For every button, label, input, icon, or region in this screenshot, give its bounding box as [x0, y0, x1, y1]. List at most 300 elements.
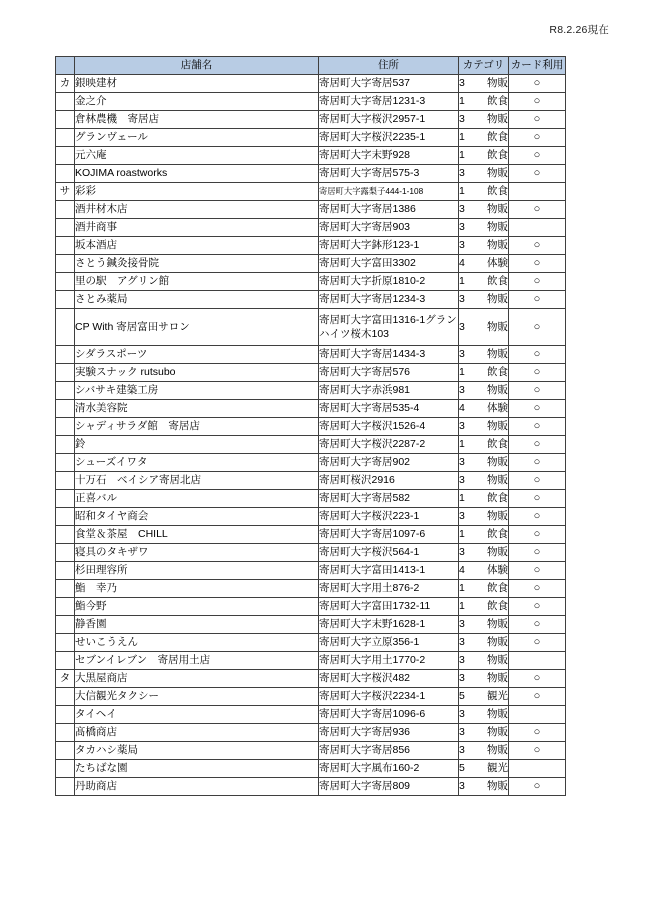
category-label: 物販 — [487, 384, 508, 397]
group-kana-cell — [56, 454, 75, 472]
table-row — [56, 562, 566, 580]
table-row — [56, 111, 566, 129]
address-cell: 寄居町大字富田3302 — [319, 255, 459, 273]
category-label: 体験 — [487, 257, 508, 270]
category-cell — [459, 201, 509, 219]
category-number: 1 — [459, 600, 465, 613]
address-cell: 寄居町大字桜沢2957-1 — [319, 111, 459, 129]
category-number: 3 — [459, 420, 465, 433]
category-number: 3 — [459, 474, 465, 487]
address-cell: 寄居町大字桜沢2235-1 — [319, 129, 459, 147]
shop-name-cell: 杉田理容所 — [75, 562, 319, 580]
shop-name-cell: タイヘイ — [75, 706, 319, 724]
category-cell — [459, 273, 509, 291]
card-use-cell: ○ — [509, 580, 566, 598]
shop-name-cell: 正喜バル — [75, 490, 319, 508]
address-cell: 寄居町大字寄居936 — [319, 724, 459, 742]
category-label: 物販 — [487, 672, 508, 685]
card-use-cell: ○ — [509, 778, 566, 796]
category-label: 体験 — [487, 402, 508, 415]
card-use-cell: ○ — [509, 309, 566, 346]
table-body — [56, 75, 566, 796]
category-number: 3 — [459, 203, 465, 216]
table-row — [56, 652, 566, 670]
table-row — [56, 454, 566, 472]
address-cell: 寄居町大字寄居903 — [319, 219, 459, 237]
card-use-cell: ○ — [509, 400, 566, 418]
table-row — [56, 183, 566, 201]
card-use-cell: ○ — [509, 472, 566, 490]
shop-name-cell: 酒井材木店 — [75, 201, 319, 219]
group-kana-cell — [56, 508, 75, 526]
address-cell: 寄居町大字寄居535-4 — [319, 400, 459, 418]
group-kana-cell — [56, 490, 75, 508]
category-cell — [459, 111, 509, 129]
category-cell — [459, 75, 509, 93]
address-cell: 寄居町大字寄居537 — [319, 75, 459, 93]
group-kana-cell — [56, 93, 75, 111]
category-number: 1 — [459, 131, 465, 144]
category-number: 1 — [459, 95, 465, 108]
address-cell: 寄居町大字鉢形123-1 — [319, 237, 459, 255]
group-kana-cell — [56, 526, 75, 544]
category-cell — [459, 346, 509, 364]
table-row — [56, 472, 566, 490]
category-number: 3 — [459, 456, 465, 469]
shop-name-cell: 酒井商事 — [75, 219, 319, 237]
category-cell — [459, 688, 509, 706]
group-kana-cell — [56, 616, 75, 634]
category-cell — [459, 382, 509, 400]
group-kana-cell — [56, 219, 75, 237]
shop-name-cell: シャディサラダ館 寄居店 — [75, 418, 319, 436]
shop-name-cell: セブンイレブン 寄居用土店 — [75, 652, 319, 670]
category-number: 4 — [459, 257, 465, 270]
category-cell — [459, 580, 509, 598]
group-kana-cell — [56, 652, 75, 670]
group-kana-cell — [56, 346, 75, 364]
category-label: 飲食 — [487, 131, 508, 144]
card-use-cell: ○ — [509, 165, 566, 183]
category-label: 飲食 — [487, 275, 508, 288]
address-cell: 寄居町大字折原1810-2 — [319, 273, 459, 291]
shop-name-cell: 里の駅 アグリン館 — [75, 273, 319, 291]
address-cell: 寄居町大字桜沢482 — [319, 670, 459, 688]
shop-name-cell: 倉林農機 寄居店 — [75, 111, 319, 129]
shop-name-cell: KOJIMA roastworks — [75, 165, 319, 183]
category-label: 物販 — [487, 420, 508, 433]
group-kana-cell — [56, 382, 75, 400]
category-label: 物販 — [487, 348, 508, 361]
category-label: 観光 — [487, 762, 508, 775]
category-label: 物販 — [487, 113, 508, 126]
category-cell — [459, 129, 509, 147]
shop-name-cell: たちばな園 — [75, 760, 319, 778]
table-row — [56, 93, 566, 111]
category-number: 3 — [459, 618, 465, 631]
shop-name-cell: さとう鍼灸接骨院 — [75, 255, 319, 273]
table-row — [56, 616, 566, 634]
category-number: 3 — [459, 348, 465, 361]
shop-name-cell: 彩彩 — [75, 183, 319, 201]
category-number: 3 — [459, 384, 465, 397]
category-label: 物販 — [487, 203, 508, 216]
card-use-cell: ○ — [509, 454, 566, 472]
group-kana-cell — [56, 111, 75, 129]
category-number: 3 — [459, 510, 465, 523]
card-use-cell: ○ — [509, 616, 566, 634]
shop-name-cell: 坂本酒店 — [75, 237, 319, 255]
table-row — [56, 201, 566, 219]
table-row — [56, 508, 566, 526]
address-cell: 寄居町大字風布160-2 — [319, 760, 459, 778]
category-cell — [459, 652, 509, 670]
table-row — [56, 165, 566, 183]
card-use-cell: ○ — [509, 526, 566, 544]
table-row — [56, 742, 566, 760]
table-row — [56, 724, 566, 742]
category-cell — [459, 454, 509, 472]
category-label: 物販 — [487, 618, 508, 631]
table-row — [56, 760, 566, 778]
category-number: 1 — [459, 275, 465, 288]
group-kana-cell — [56, 724, 75, 742]
category-cell — [459, 742, 509, 760]
address-cell: 寄居町大字寄居902 — [319, 454, 459, 472]
address-cell: 寄居町桜沢2916 — [319, 472, 459, 490]
address-cell: 寄居町大字寄居575-3 — [319, 165, 459, 183]
category-label: 物販 — [487, 708, 508, 721]
category-cell — [459, 309, 509, 346]
category-cell — [459, 508, 509, 526]
category-number: 3 — [459, 221, 465, 234]
category-label: 飲食 — [487, 185, 508, 198]
group-kana-cell — [56, 706, 75, 724]
shop-name-cell: シューズイワタ — [75, 454, 319, 472]
category-cell — [459, 219, 509, 237]
group-kana-cell — [56, 129, 75, 147]
table-row — [56, 526, 566, 544]
card-use-cell: ○ — [509, 237, 566, 255]
group-kana-cell — [56, 778, 75, 796]
card-use-cell: ○ — [509, 562, 566, 580]
table-row — [56, 544, 566, 562]
address-cell: 寄居町大字桜沢223-1 — [319, 508, 459, 526]
card-use-cell: ○ — [509, 147, 566, 165]
address-cell: 寄居町大字桜沢2287-2 — [319, 436, 459, 454]
category-cell — [459, 147, 509, 165]
card-use-cell: ○ — [509, 634, 566, 652]
card-use-cell: ○ — [509, 418, 566, 436]
category-cell — [459, 165, 509, 183]
address-cell: 寄居町大字寄居1231-3 — [319, 93, 459, 111]
header-row — [56, 57, 566, 75]
shop-name-cell: 昭和タイヤ商会 — [75, 508, 319, 526]
category-number: 3 — [459, 167, 465, 180]
address-cell: 寄居町大字末野1628-1 — [319, 616, 459, 634]
shop-name-cell: 元六庵 — [75, 147, 319, 165]
group-kana-cell: カ — [56, 75, 75, 93]
group-kana-cell — [56, 147, 75, 165]
category-cell — [459, 598, 509, 616]
category-cell — [459, 255, 509, 273]
category-cell — [459, 544, 509, 562]
group-kana-cell — [56, 309, 75, 346]
group-kana-cell — [56, 634, 75, 652]
category-cell — [459, 418, 509, 436]
shop-name-cell: 鮨 幸乃 — [75, 580, 319, 598]
category-number: 3 — [459, 708, 465, 721]
category-cell — [459, 724, 509, 742]
card-use-cell: ○ — [509, 742, 566, 760]
category-label: 体験 — [487, 564, 508, 577]
category-label: 物販 — [487, 546, 508, 559]
category-number: 3 — [459, 780, 465, 793]
column-header-group — [56, 57, 75, 75]
category-number: 1 — [459, 366, 465, 379]
card-use-cell: ○ — [509, 111, 566, 129]
table-row — [56, 237, 566, 255]
table-row — [56, 400, 566, 418]
table-row — [56, 255, 566, 273]
category-label: 物販 — [487, 654, 508, 667]
table-row — [56, 75, 566, 93]
table-row — [56, 147, 566, 165]
category-label: 飲食 — [487, 366, 508, 379]
category-label: 物販 — [487, 239, 508, 252]
category-number: 3 — [459, 293, 465, 306]
card-use-cell: ○ — [509, 291, 566, 309]
shop-name-cell: シダラスポーツ — [75, 346, 319, 364]
card-use-cell: ○ — [509, 273, 566, 291]
category-label: 物販 — [487, 474, 508, 487]
category-cell — [459, 760, 509, 778]
card-use-cell: ○ — [509, 129, 566, 147]
address-cell: 寄居町大字寄居856 — [319, 742, 459, 760]
category-number: 3 — [459, 672, 465, 685]
category-label: 飲食 — [487, 438, 508, 451]
category-label: 飲食 — [487, 582, 508, 595]
group-kana-cell — [56, 400, 75, 418]
group-kana-cell: サ — [56, 183, 75, 201]
group-kana-cell — [56, 688, 75, 706]
category-number: 3 — [459, 320, 465, 333]
shop-name-cell: 寝具のタキザワ — [75, 544, 319, 562]
category-cell — [459, 526, 509, 544]
category-cell — [459, 183, 509, 201]
category-number: 1 — [459, 528, 465, 541]
table-row — [56, 706, 566, 724]
group-kana-cell — [56, 273, 75, 291]
table-row — [56, 598, 566, 616]
table-row — [56, 670, 566, 688]
category-number: 3 — [459, 636, 465, 649]
column-header-address: 住所 — [319, 57, 459, 75]
card-use-cell: ○ — [509, 75, 566, 93]
column-header-card-use: カード利用 — [509, 57, 566, 75]
category-cell — [459, 490, 509, 508]
category-label: 物販 — [487, 636, 508, 649]
category-number: 3 — [459, 77, 465, 90]
address-cell: 寄居町大字桜沢2234-1 — [319, 688, 459, 706]
category-cell — [459, 291, 509, 309]
category-number: 3 — [459, 654, 465, 667]
address-cell: 寄居町大字立原356-1 — [319, 634, 459, 652]
category-label: 飲食 — [487, 528, 508, 541]
table-row — [56, 580, 566, 598]
card-use-cell: ○ — [509, 508, 566, 526]
group-kana-cell — [56, 742, 75, 760]
category-cell — [459, 616, 509, 634]
category-cell — [459, 93, 509, 111]
card-use-cell: ○ — [509, 670, 566, 688]
table-row — [56, 346, 566, 364]
category-cell — [459, 778, 509, 796]
table-row — [56, 309, 566, 346]
card-use-cell: ○ — [509, 364, 566, 382]
group-kana-cell — [56, 472, 75, 490]
group-kana-cell — [56, 562, 75, 580]
address-cell: 寄居町大字桜沢564-1 — [319, 544, 459, 562]
group-kana-cell — [56, 255, 75, 273]
group-kana-cell — [56, 544, 75, 562]
shop-name-cell: シバサキ建築工房 — [75, 382, 319, 400]
category-label: 物販 — [487, 726, 508, 739]
category-cell — [459, 472, 509, 490]
shop-name-cell: さとみ薬局 — [75, 291, 319, 309]
category-number: 1 — [459, 582, 465, 595]
date-note: R8.2.26現在 — [549, 24, 609, 36]
category-label: 物販 — [487, 167, 508, 180]
card-use-cell: ○ — [509, 598, 566, 616]
category-number: 1 — [459, 438, 465, 451]
address-cell: 寄居町大字寄居1386 — [319, 201, 459, 219]
category-number: 1 — [459, 185, 465, 198]
category-label: 飲食 — [487, 149, 508, 162]
address-cell: 寄居町大字用土876-2 — [319, 580, 459, 598]
category-cell — [459, 400, 509, 418]
category-cell — [459, 237, 509, 255]
group-kana-cell — [56, 436, 75, 454]
shop-name-cell: 大黒屋商店 — [75, 670, 319, 688]
group-kana-cell: タ — [56, 670, 75, 688]
column-header-shop-name: 店舗名 — [75, 57, 319, 75]
group-kana-cell — [56, 201, 75, 219]
address-cell: 寄居町大字寄居582 — [319, 490, 459, 508]
table-row — [56, 382, 566, 400]
group-kana-cell — [56, 364, 75, 382]
shop-name-cell: 清水美容院 — [75, 400, 319, 418]
category-label: 観光 — [487, 690, 508, 703]
group-kana-cell — [56, 580, 75, 598]
shop-name-cell: せいこうえん — [75, 634, 319, 652]
category-label: 物販 — [487, 744, 508, 757]
table-row — [56, 490, 566, 508]
address-cell: 寄居町大字富田1732-11 — [319, 598, 459, 616]
shop-name-cell: 銀映建材 — [75, 75, 319, 93]
shop-name-cell: 髙橋商店 — [75, 724, 319, 742]
category-number: 4 — [459, 402, 465, 415]
category-number: 4 — [459, 564, 465, 577]
shop-name-cell: CP With 寄居富田サロン — [75, 309, 319, 346]
category-label: 飲食 — [487, 492, 508, 505]
category-cell — [459, 364, 509, 382]
card-use-cell: ○ — [509, 93, 566, 111]
address-cell: 寄居町大字用土1770-2 — [319, 652, 459, 670]
address-cell: 寄居町大字末野928 — [319, 147, 459, 165]
group-kana-cell — [56, 291, 75, 309]
address-cell: 寄居町大字寄居809 — [319, 778, 459, 796]
card-use-cell: ○ — [509, 688, 566, 706]
shop-name-cell: 食堂＆茶屋 CHILL — [75, 526, 319, 544]
card-use-cell: ○ — [509, 382, 566, 400]
column-header-category: カテゴリ — [459, 57, 509, 75]
card-use-cell — [509, 183, 566, 201]
category-label: 物販 — [487, 780, 508, 793]
table-row — [56, 364, 566, 382]
address-cell: 寄居町大字寄居1234-3 — [319, 291, 459, 309]
table-row — [56, 219, 566, 237]
address-cell: 寄居町大字富田1316-1グランハイツ桜木103 — [319, 309, 459, 346]
category-cell — [459, 670, 509, 688]
category-label: 飲食 — [487, 95, 508, 108]
table-row — [56, 436, 566, 454]
category-cell — [459, 562, 509, 580]
card-use-cell: ○ — [509, 346, 566, 364]
table-row — [56, 129, 566, 147]
table-row — [56, 291, 566, 309]
category-label: 物販 — [487, 510, 508, 523]
shop-name-cell: 静香園 — [75, 616, 319, 634]
category-label: 物販 — [487, 221, 508, 234]
category-cell — [459, 436, 509, 454]
category-number: 3 — [459, 239, 465, 252]
card-use-cell: ○ — [509, 436, 566, 454]
category-label: 物販 — [487, 456, 508, 469]
table-row — [56, 634, 566, 652]
card-use-cell: ○ — [509, 255, 566, 273]
card-use-cell: ○ — [509, 544, 566, 562]
address-cell: 寄居町大字富田1413-1 — [319, 562, 459, 580]
card-use-cell — [509, 706, 566, 724]
address-cell: 寄居町大字寄居1097-6 — [319, 526, 459, 544]
group-kana-cell — [56, 237, 75, 255]
card-use-cell — [509, 219, 566, 237]
card-use-cell — [509, 652, 566, 670]
category-label: 物販 — [487, 77, 508, 90]
category-number: 5 — [459, 762, 465, 775]
table-row — [56, 688, 566, 706]
address-cell: 寄居町大字寄居1096-6 — [319, 706, 459, 724]
card-use-cell: ○ — [509, 490, 566, 508]
address-cell: 寄居町大字寄居576 — [319, 364, 459, 382]
shop-name-cell: 実験スナック rutsubo — [75, 364, 319, 382]
table-header — [56, 57, 566, 75]
category-number: 3 — [459, 726, 465, 739]
card-use-cell — [509, 760, 566, 778]
category-cell — [459, 706, 509, 724]
group-kana-cell — [56, 165, 75, 183]
category-label: 物販 — [487, 293, 508, 306]
shop-name-cell: 十万石 ベイシア寄居北店 — [75, 472, 319, 490]
shop-name-cell: 大信観光タクシー — [75, 688, 319, 706]
table-row — [56, 778, 566, 796]
table-row — [56, 418, 566, 436]
category-number: 1 — [459, 492, 465, 505]
card-use-cell: ○ — [509, 724, 566, 742]
address-cell: 寄居町大字露梨子444-1-108 — [319, 183, 459, 201]
address-cell: 寄居町大字桜沢1526-4 — [319, 418, 459, 436]
